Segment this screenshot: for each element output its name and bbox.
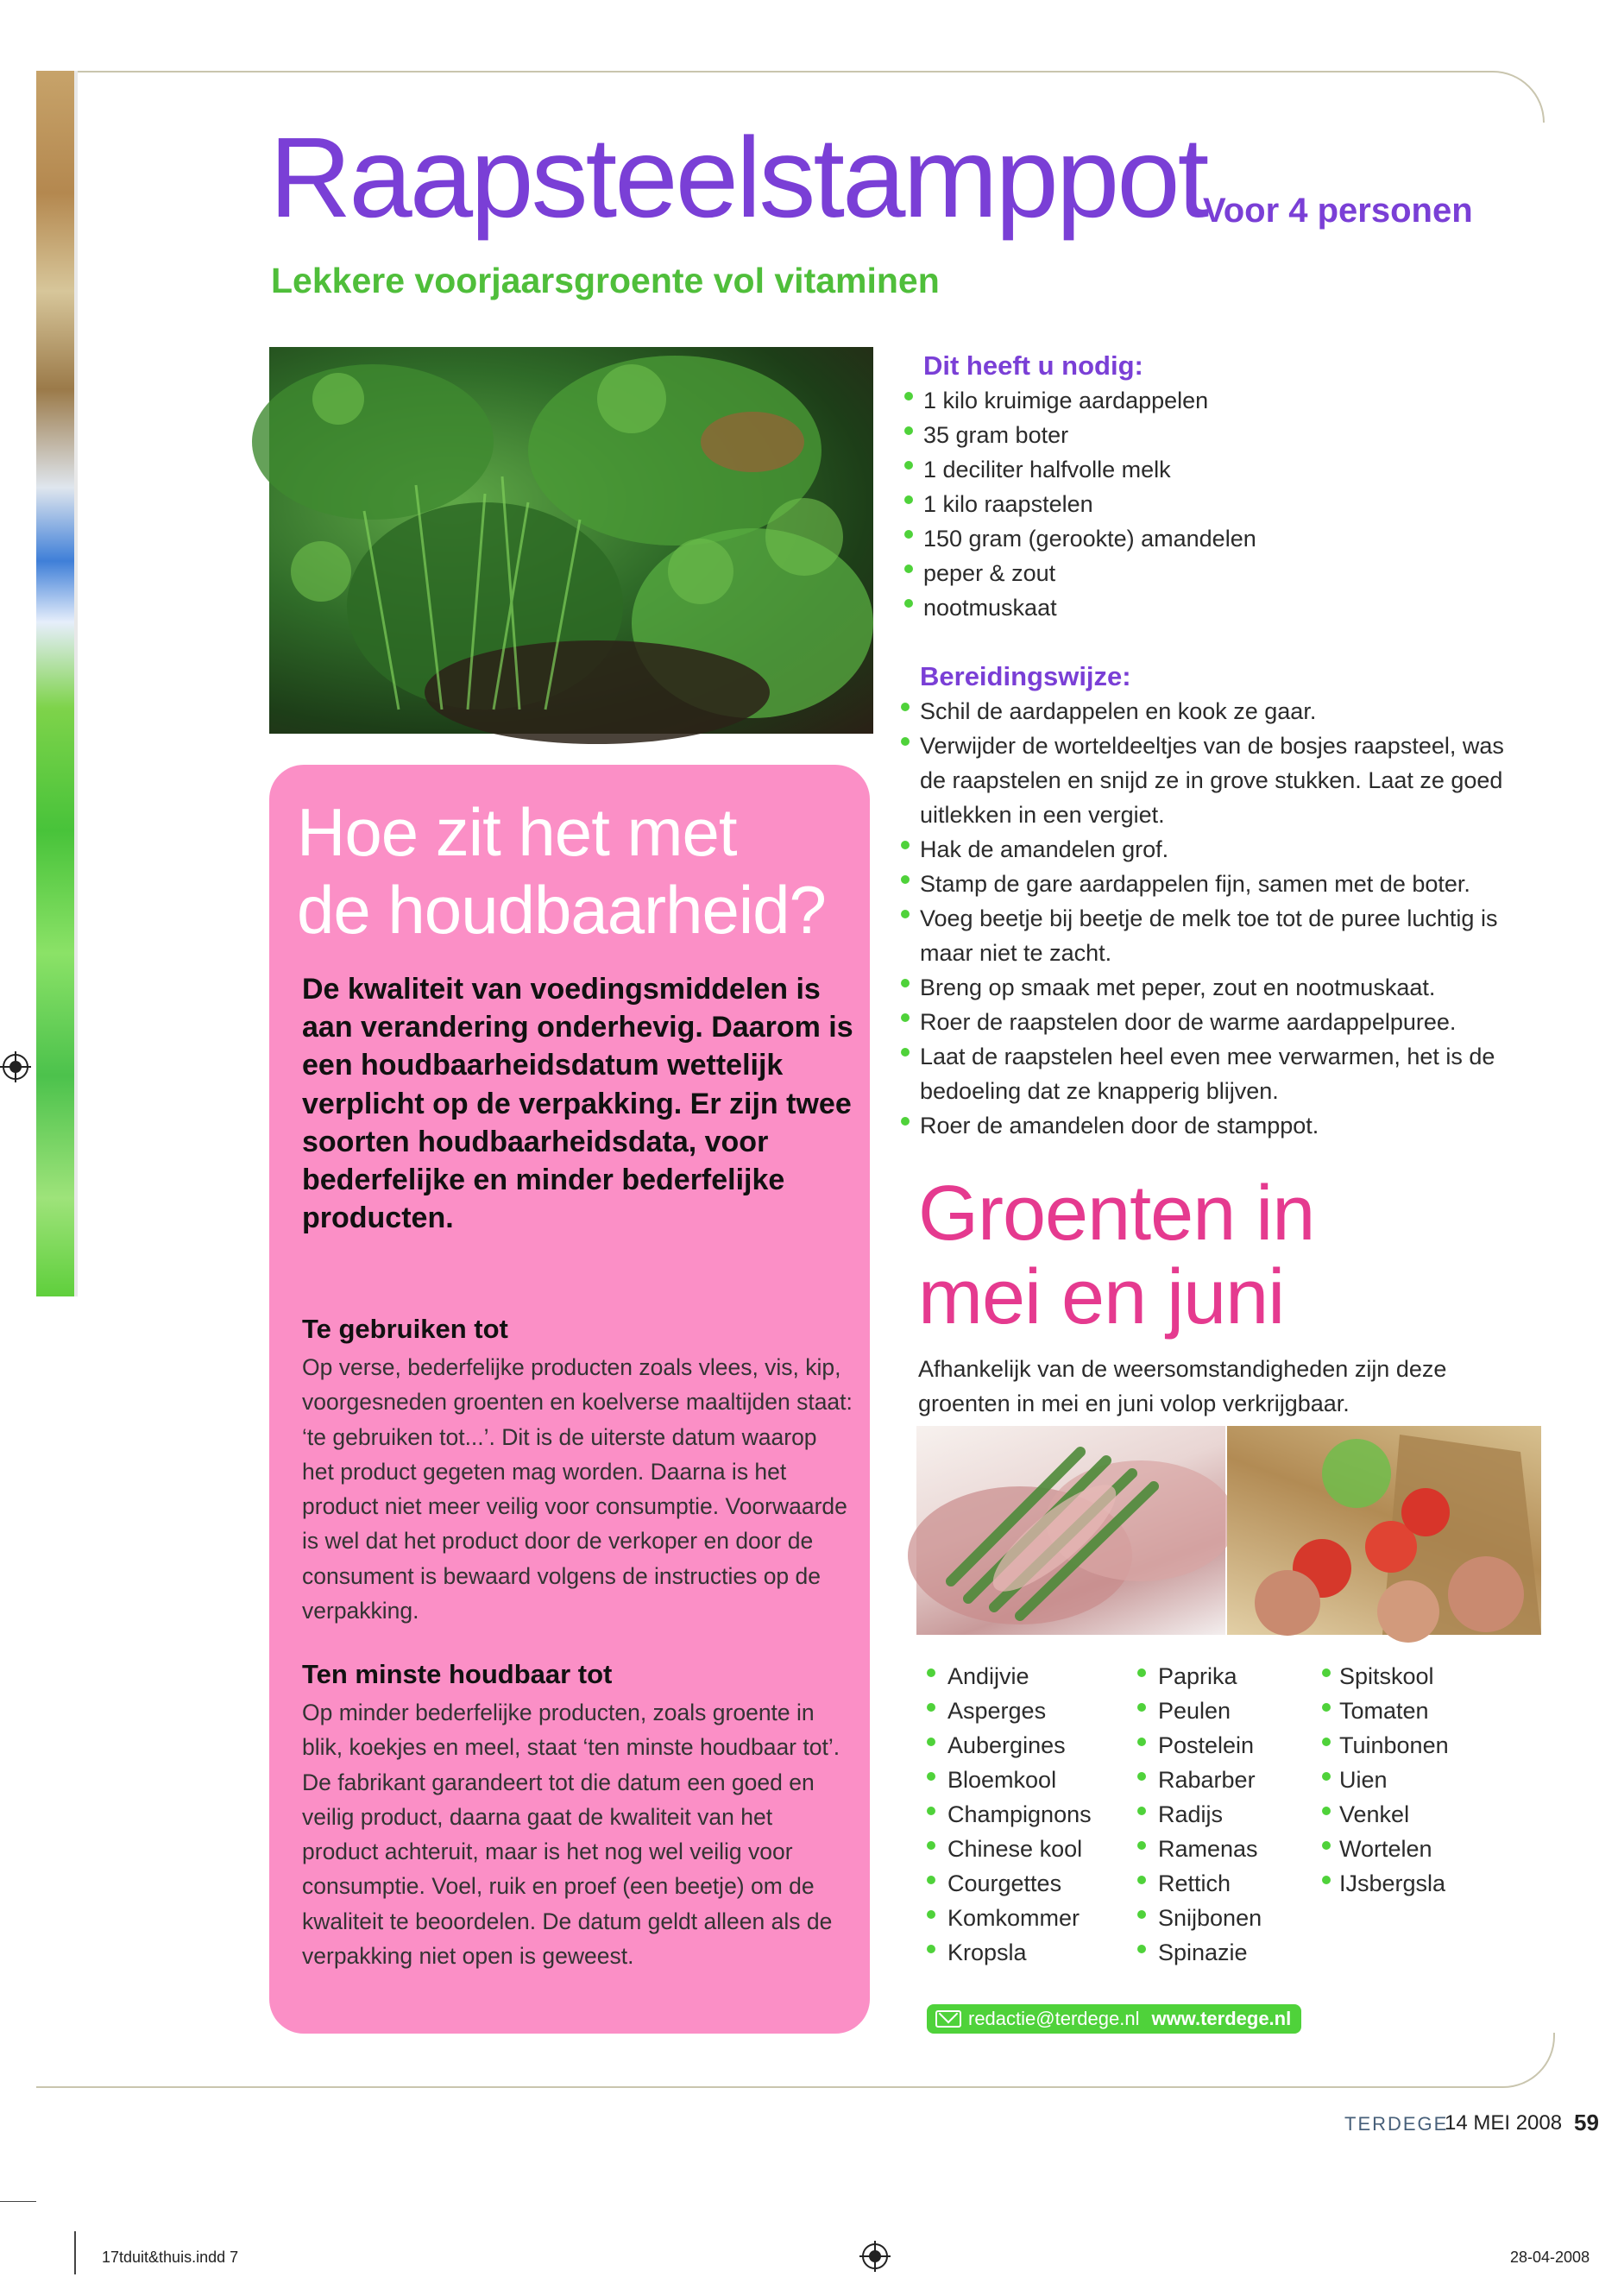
list-item: Snijbonen xyxy=(1137,1901,1262,1935)
info-box-heading xyxy=(297,794,866,949)
contact-website-link[interactable]: www.terdege.nl xyxy=(1151,2008,1292,2029)
groenten-heading-line2: mei en juni xyxy=(918,1254,1285,1341)
list-item: Roer de amandelen door de stamppot. xyxy=(901,1108,1505,1143)
list-item: Laat de raapstelen heel even mee verwarmen, het is de bedoeling dat ze knapperig blijven. xyxy=(901,1039,1505,1108)
crop-mark xyxy=(74,2231,76,2274)
list-item: Hak de amandelen grof. xyxy=(901,832,1505,867)
list-item: 1 kilo raapstelen xyxy=(904,487,1491,521)
list-item: Verwijder de worteldeeltjes van de bosjes raapsteel, was de raapstelen en snijd ze in grove stukken. Laat ze goed uitlekken in een vergiet. xyxy=(901,729,1505,832)
slug-filename: 17tduit&thuis.indd 7 xyxy=(102,2249,239,2266)
list-item: Spitskool xyxy=(1322,1659,1449,1694)
list-item: Kropsla xyxy=(927,1935,1092,1970)
method-label: Bereidingswijze: xyxy=(920,661,1131,691)
slug-date: 28-04-2008 xyxy=(1510,2249,1590,2266)
vegetable-garden-photo xyxy=(269,347,873,734)
mail-icon xyxy=(935,2010,961,2028)
list-item: Roer de raapstelen door de warme aardappelpuree. xyxy=(901,1005,1505,1039)
list-item: Schil de aardappelen en kook ze gaar. xyxy=(901,694,1505,729)
method-list xyxy=(901,694,1505,1143)
list-item: 1 kilo kruimige aardappelen xyxy=(904,383,1491,418)
list-item: Chinese kool xyxy=(927,1832,1092,1866)
list-item: Komkommer xyxy=(927,1901,1092,1935)
magazine-brand: TERDEGE xyxy=(1344,2113,1449,2135)
list-item: Ramenas xyxy=(1137,1832,1262,1866)
list-item: 150 gram (gerookte) amandelen xyxy=(904,521,1491,556)
list-item: Andijvie xyxy=(927,1659,1092,1694)
contact-bar xyxy=(927,2004,1301,2034)
vegetables-column-1 xyxy=(927,1659,1092,1970)
list-item: nootmuskaat xyxy=(904,590,1491,625)
list-item: Radijs xyxy=(1137,1797,1262,1832)
list-item: Peulen xyxy=(1137,1694,1262,1728)
list-item: Voeg beetje bij beetje de melk toe tot de puree luchtig is maar niet te zacht. xyxy=(901,901,1505,970)
tomatoes-onions-photo xyxy=(1227,1426,1541,1635)
asparagus-photo xyxy=(916,1426,1225,1635)
list-item: Wortelen xyxy=(1322,1832,1449,1866)
seasonal-vegetables-heading xyxy=(918,1172,1522,1340)
page-frame-bottom xyxy=(36,2033,1555,2088)
list-item: Breng op smaak met peper, zout en nootmuskaat. xyxy=(901,970,1505,1005)
crop-mark xyxy=(0,2201,36,2202)
strip-edge xyxy=(74,71,78,1296)
recipe-title: Raapsteelstamppot xyxy=(269,114,1207,241)
list-item: Tomaten xyxy=(1322,1694,1449,1728)
list-item: Champignons xyxy=(927,1797,1092,1832)
contact-email-link[interactable]: redactie@terdege.nl xyxy=(968,2008,1140,2029)
seasonal-intro: Afhankelijk van de weersomstandigheden zijn deze groenten in mei en juni volop verkrijgbaar. xyxy=(918,1356,1447,1416)
servings-label: Voor 4 personen xyxy=(1203,192,1473,230)
issue-date: 14 MEI 2008 xyxy=(1445,2111,1563,2135)
info-heading-line2: de houdbaarheid? xyxy=(297,871,826,948)
list-item: Uien xyxy=(1322,1763,1449,1797)
list-item: Aubergines xyxy=(927,1728,1092,1763)
best-before-heading: Ten minste houdbaar tot xyxy=(302,1659,613,1689)
list-item: Tuinbonen xyxy=(1322,1728,1449,1763)
registration-mark-icon xyxy=(0,1051,31,1082)
use-by-text: Op verse, bederfelijke producten zoals vlees, vis, kip, voorgesneden groenten en koelverse maaltijden staat: ‘te gebruiken tot...’. Dit is de uiterste datum waarop het product gegeten mag worden. Daarna is het product niet meer veilig voor consumptie. Voorwaarde is wel dat het product door de verkoper en door de consument is bewaard volgens de instructies op de verpakking. xyxy=(302,1354,853,1624)
list-item: Courgettes xyxy=(927,1866,1092,1901)
groenten-heading-line1: Groenten in xyxy=(918,1170,1315,1257)
info-heading-line1: Hoe zit het met xyxy=(297,794,737,870)
list-item: 35 gram boter xyxy=(904,418,1491,452)
left-decorative-strip xyxy=(36,71,78,1296)
list-item: 1 deciliter halfvolle melk xyxy=(904,452,1491,487)
page-number: 59 xyxy=(1574,2110,1599,2135)
list-item: Stamp de gare aardappelen fijn, samen met de boter. xyxy=(901,867,1505,901)
list-item: Paprika xyxy=(1137,1659,1262,1694)
vegetables-column-2 xyxy=(1137,1659,1262,1970)
registration-mark-icon xyxy=(859,2241,891,2272)
ingredients-list xyxy=(904,383,1491,625)
list-item: Venkel xyxy=(1322,1797,1449,1832)
list-item: Rabarber xyxy=(1137,1763,1262,1797)
vegetables-column-3 xyxy=(1322,1659,1449,1901)
page-frame-bottom-cap xyxy=(36,2086,79,2088)
list-item: Postelein xyxy=(1137,1728,1262,1763)
list-item: Bloemkool xyxy=(927,1763,1092,1797)
recipe-subtitle: Lekkere voorjaarsgroente vol vitaminen xyxy=(271,261,940,300)
list-item: Asperges xyxy=(927,1694,1092,1728)
list-item: peper & zout xyxy=(904,556,1491,590)
list-item: Rettich xyxy=(1137,1866,1262,1901)
info-box-lead: De kwaliteit van voedingsmiddelen is aan verandering onderhevig. Daarom is een houdbaarheidsdatum wettelijk verplicht op de verpakking. Er zijn twee soorten houdbaarheidsdata, voor bederfelijke en minder bederfelijke producten. xyxy=(302,973,853,1235)
list-item: IJsbergsla xyxy=(1322,1866,1449,1901)
ingredients-label: Dit heeft u nodig: xyxy=(923,350,1143,381)
use-by-heading: Te gebruiken tot xyxy=(302,1314,508,1344)
list-item: Spinazie xyxy=(1137,1935,1262,1970)
best-before-text: Op minder bederfelijke producten, zoals groente in blik, koekjes en meel, staat ‘ten minste houdbaar tot’. De fabrikant garandeert tot die datum een goed en veilig product, daarna gaat de kwaliteit van het product achteruit, maar is het nog wel veilig voor consumptie. Voel, ruik en proef (een beetje) om de kwaliteit te beoordelen. De datum geldt alleen als de verpakking niet open is geweest. xyxy=(302,1700,840,1969)
